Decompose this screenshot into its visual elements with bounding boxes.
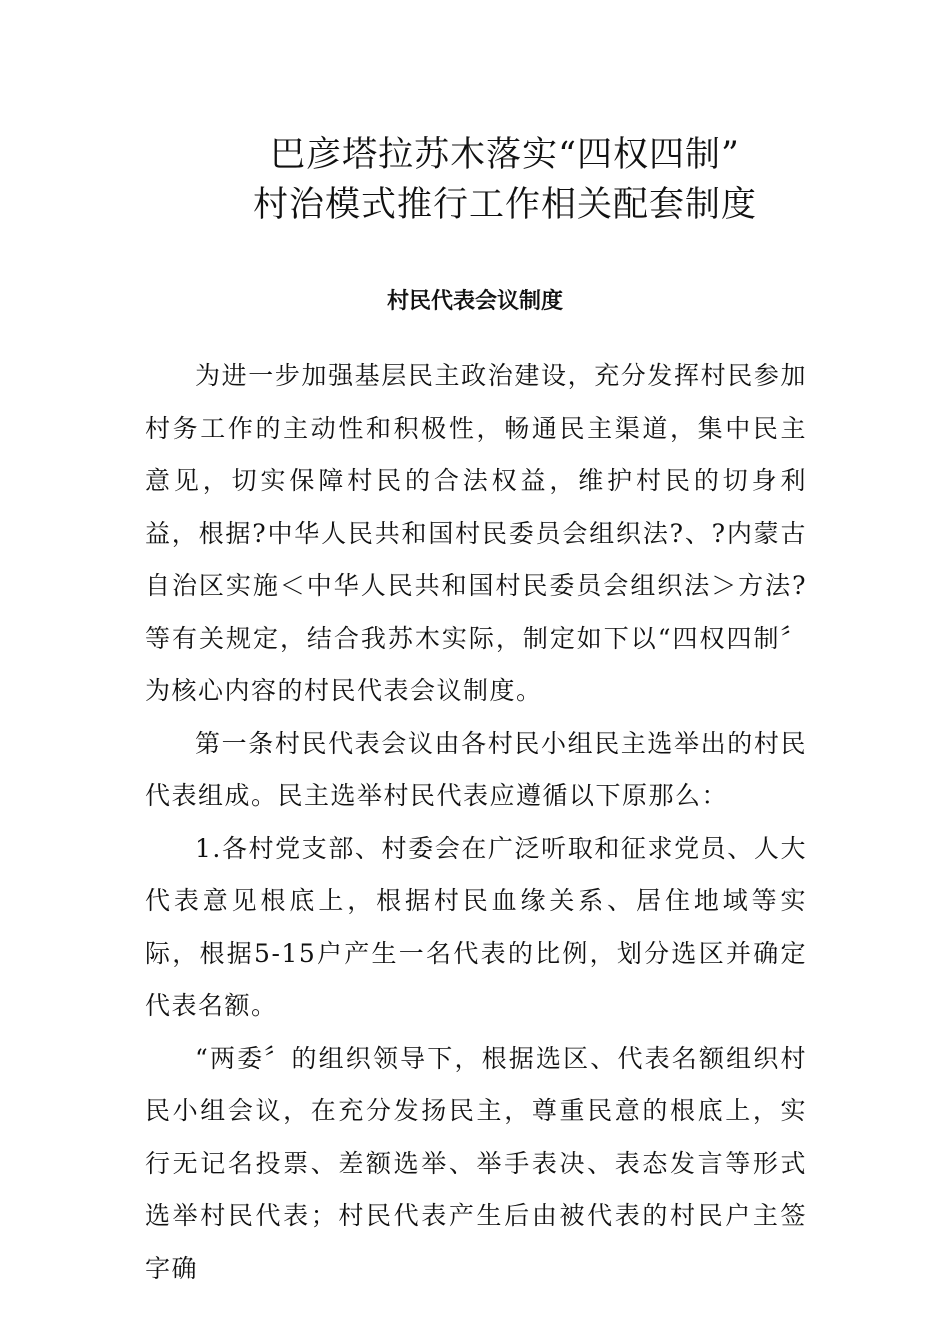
document-title-line-1: 巴彦塔拉苏木落实“四权四制” [270, 135, 740, 175]
document-body [145, 350, 807, 1295]
section-title: 村民代表会议制度 [386, 289, 563, 314]
document-title-line-2: 村治模式推行工作相关配套制度 [252, 185, 757, 225]
paragraph-article-1: 第一条村民代表会议由各村民小组民主选举出的村民代表组成。民主选举村民代表应遵循以下原那么： [145, 728, 807, 810]
paragraph-item-1: 1.各村党支部、村委会在广泛听取和征求党员、人大代表意见根底上，根据村民血缘关系、居住地域等实际，根据5-15户产生一名代表的比例，划分选区并确定代表名额。 [145, 833, 807, 1020]
paragraph-item-2: “两委〞的组织领导下，根据选区、代表名额组织村民小组会议，在充分发扬民主，尊重民意的根底上，实行无记名投票、差额选举、举手表决、表态发言等形式选举村民代表；村民代表产生后由被代表的村民户主签字确 [145, 1043, 807, 1283]
paragraph-preamble: 为进一步加强基层民主政治建设，充分发挥村民参加村务工作的主动性和积极性，畅通民主渠道，集中民主意见，切实保障村民的合法权益，维护村民的切身利益，根据?中华人民共和国村民委员会组织法?、?内蒙古自治区实施＜中华人民共和国村民委员会组织法＞方法?等有关规定，结合我苏木实际，制定如下以“四权四制〞为核心内容的村民代表会议制度。 [145, 361, 807, 705]
